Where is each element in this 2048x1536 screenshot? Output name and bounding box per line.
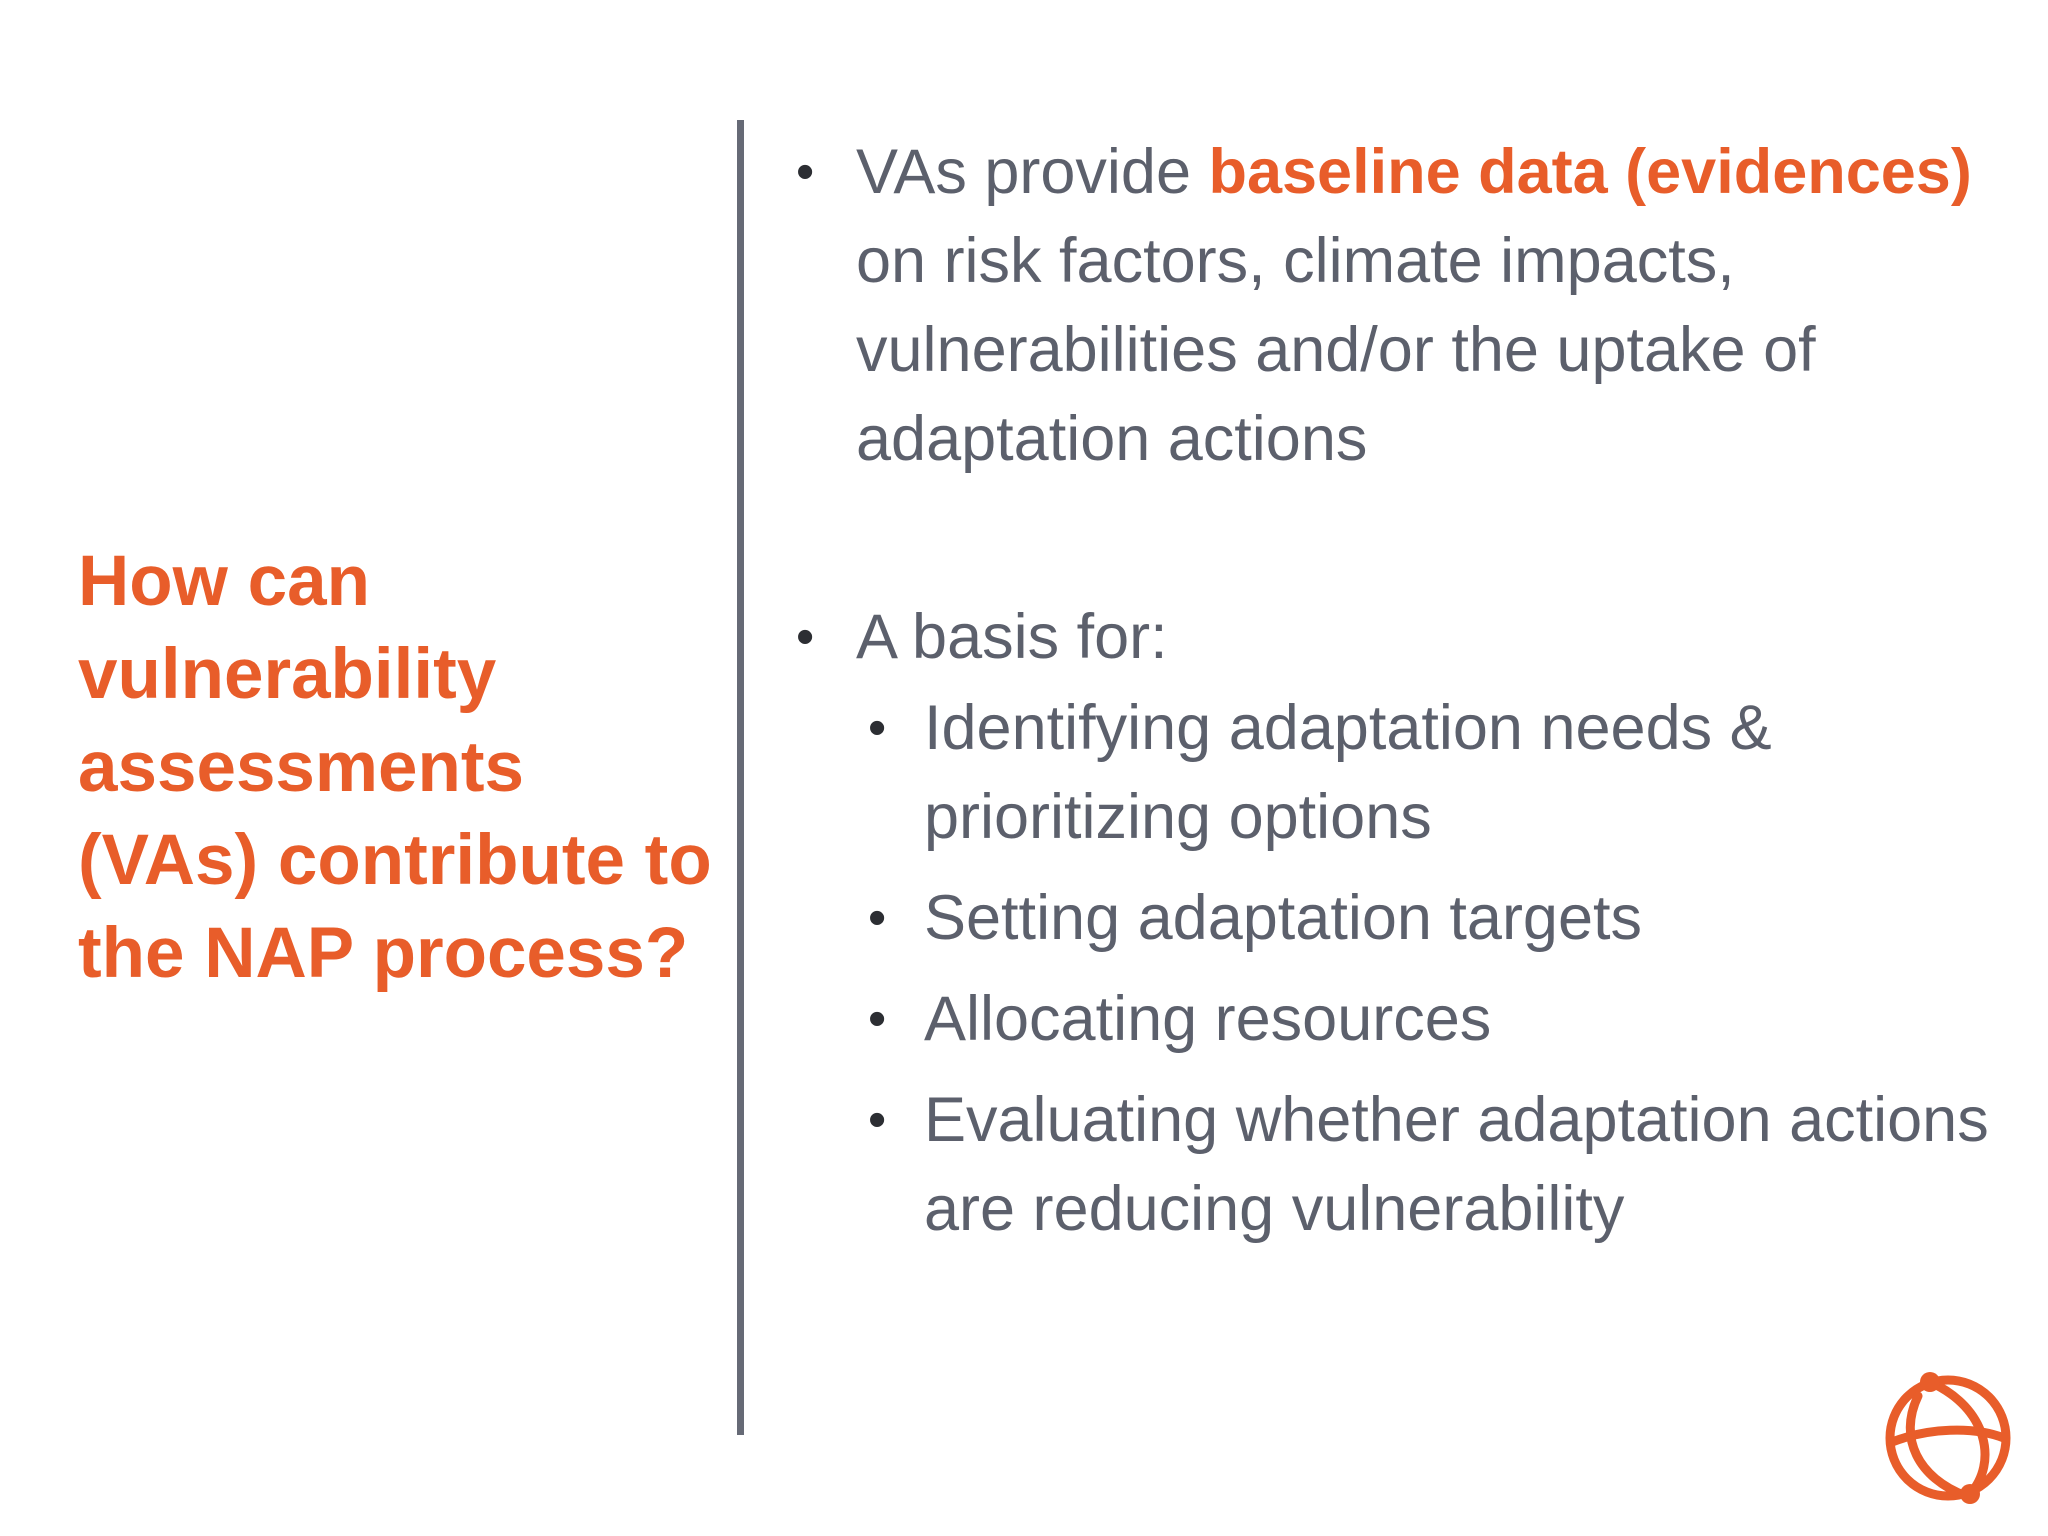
bullet-text-suffix: on risk factors, climate impacts, vulnerabilities and/or the uptake of adaptation actions — [856, 226, 1816, 474]
sub-bullet-dot: • — [868, 990, 887, 1048]
sub-bullet-dot: • — [868, 1091, 887, 1149]
sub-bullet-identifying — [868, 684, 2010, 862]
sub-bullet-evaluating — [868, 1076, 2010, 1254]
globe-logo-icon — [1878, 1368, 2018, 1508]
bullet-text — [856, 137, 1972, 474]
sub-bullet-text: Identifying adaptation needs & prioritizing options — [924, 693, 1772, 852]
bullet-baseline-data — [790, 128, 2010, 484]
sub-bullet-list — [790, 684, 2010, 1254]
bullet-text-prefix: VAs provide — [856, 137, 1209, 207]
sub-bullet-dot: • — [868, 889, 887, 947]
bullet-basis-for — [790, 593, 2010, 682]
sub-bullet-text: Evaluating whether adaptation actions are reducing vulnerability — [924, 1085, 1989, 1244]
bullet-highlight: baseline data (evidences) — [1208, 137, 1972, 207]
bullet-list — [790, 128, 2010, 1266]
bullet-text: A basis for: — [856, 602, 1168, 672]
question-heading: How can vulnerability assessments (VAs) contribute to the NAP process? — [78, 542, 712, 993]
vertical-divider — [737, 120, 744, 1435]
sub-bullet-dot: • — [868, 699, 887, 757]
sub-bullet-setting — [868, 874, 2010, 963]
sub-bullet-text: Allocating resources — [924, 984, 1492, 1054]
sub-bullet-allocating — [868, 975, 2010, 1064]
sub-bullet-text: Setting adaptation targets — [924, 883, 1643, 953]
bullet-dot: • — [796, 608, 815, 666]
bullet-spacer — [790, 484, 2010, 593]
bullet-dot: • — [796, 143, 815, 201]
